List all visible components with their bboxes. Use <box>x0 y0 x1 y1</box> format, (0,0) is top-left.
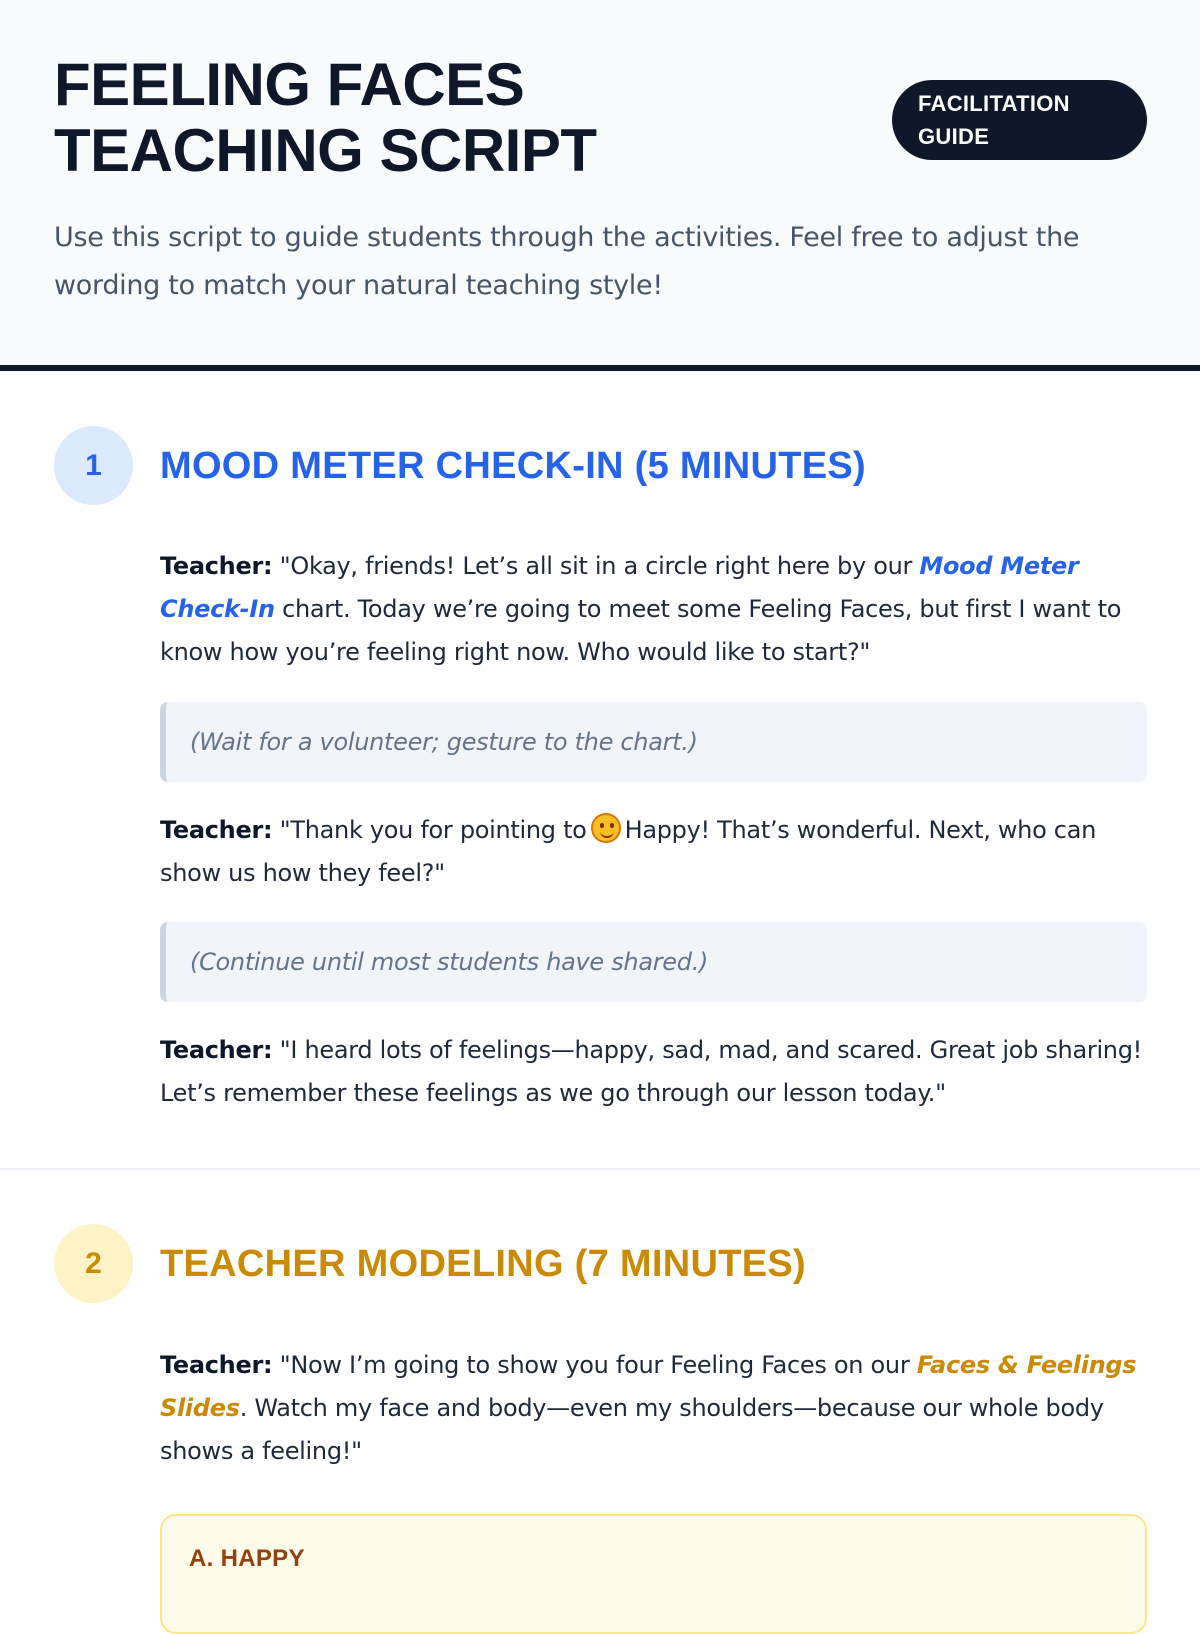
faces-feelings-slides-link[interactable]: Faces & Feelings Slides <box>160 1351 1137 1422</box>
mood-meter-link[interactable]: Mood Meter Check-In <box>160 552 1079 623</box>
facilitation-guide-badge: FACILITATION GUIDE <box>892 80 1147 160</box>
page-header <box>0 0 1200 371</box>
paragraph-text: . Watch my face and body—even my shoulders—because our whole body shows a feeling!" <box>160 1394 1104 1465</box>
speaker-label: Teacher: <box>160 552 273 580</box>
section-2-paragraph-1 <box>160 1344 1150 1473</box>
paragraph-text: "Thank you for pointing to <box>272 816 587 844</box>
paragraph-text: chart. Today we’re going to meet some Feeling Faces, but first I want to know how you’re feeling right now. Who would like to start?" <box>160 595 1122 666</box>
section-1-paragraph-2 <box>160 809 1150 895</box>
feeling-card-happy <box>160 1514 1147 1634</box>
section-2-number: 2 <box>54 1224 133 1303</box>
intro-text: Use this script to guide students through the activities. Feel free to adjust the wording to match your natural teaching style! <box>54 222 1080 301</box>
section-1-title: MOOD METER CHECK-IN (5 MINUTES) <box>160 445 866 487</box>
smiling-face-icon <box>591 813 621 843</box>
section-divider <box>0 1168 1200 1170</box>
section-1-number: 1 <box>54 426 133 505</box>
section-1-paragraph-3 <box>160 1029 1150 1115</box>
paragraph-text: "Okay, friends! Let’s all sit in a circle right here by our <box>272 552 920 580</box>
section-1-stage-direction-2: (Continue until most students have shared.) <box>160 922 1147 1002</box>
speaker-label: Teacher: <box>160 816 273 844</box>
paragraph-text: "I heard lots of feelings—happy, sad, mad, and scared. Great job sharing! Let’s remember these feelings as we go through our lesson today." <box>160 1036 1142 1107</box>
speaker-label: Teacher: <box>160 1036 273 1064</box>
page-title: FEELING FACES TEACHING SCRIPT <box>54 51 597 184</box>
section-1-paragraph-1 <box>160 545 1150 674</box>
speaker-label: Teacher: <box>160 1351 273 1379</box>
section-2-title: TEACHER MODELING (7 MINUTES) <box>160 1243 806 1285</box>
paragraph-text: "Now I’m going to show you four Feeling Faces on our <box>272 1351 917 1379</box>
paragraph-text: Happy! That’s wonderful. Next, who can show us how they feel?" <box>160 816 1097 887</box>
feeling-card-title: A. HAPPY <box>189 1545 305 1572</box>
section-1-stage-direction-1: (Wait for a volunteer; gesture to the chart.) <box>160 702 1147 782</box>
